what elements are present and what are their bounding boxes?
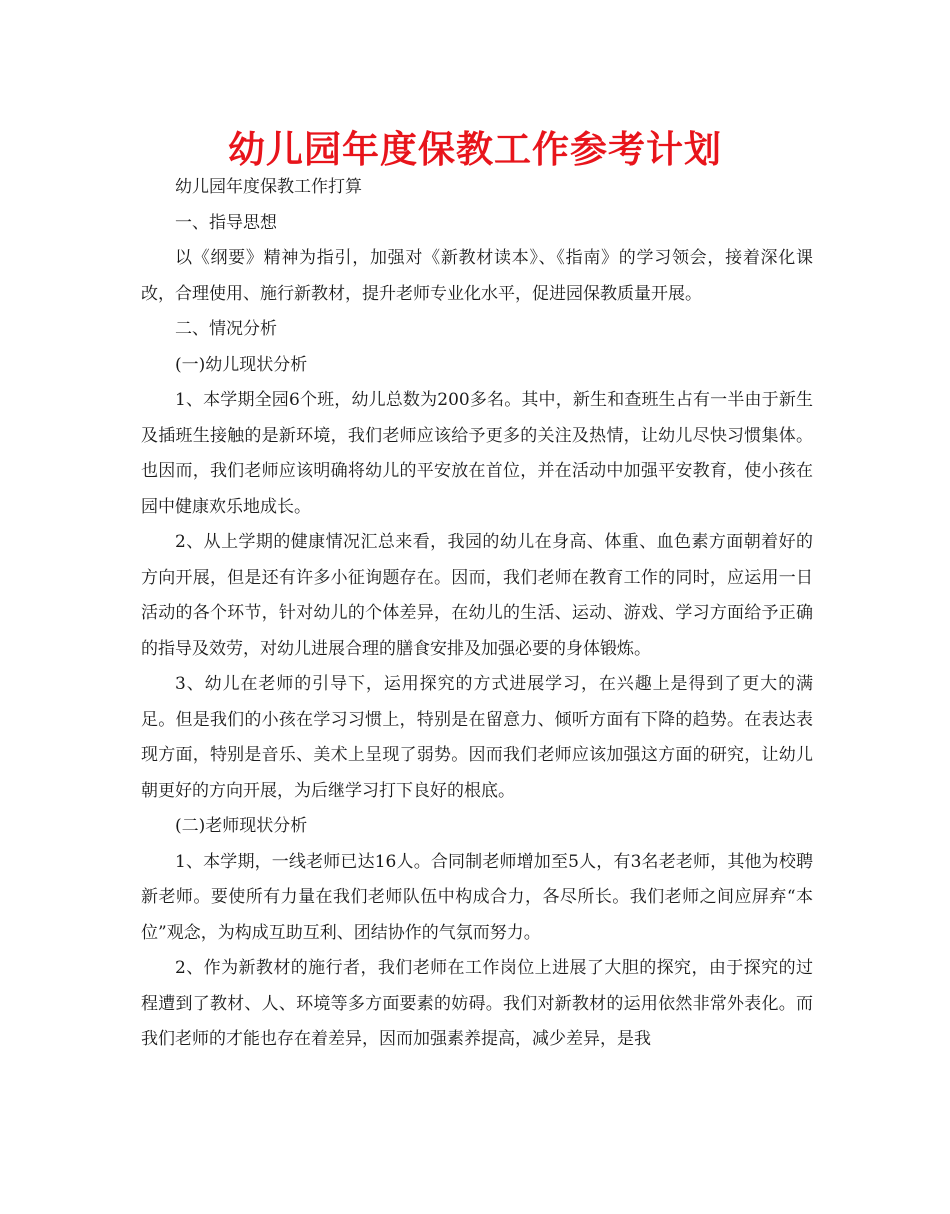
subsection-heading-teacher-status: (二)老师现状分析 <box>175 816 308 836</box>
document-title: 幼儿园年度保教工作参考计划 <box>228 128 722 171</box>
paragraph-guiding-thought: 以《纲要》精神为指引，加强对《新教材读本》、《指南》的学习领会，接着深化课改，合理使用、施行新教材，提升老师专业化水平，促进园保教质量开展。 <box>141 248 813 304</box>
section-heading-guiding-thought: 一、指导思想 <box>175 212 277 233</box>
paragraph-children-2: 2、从上学期的健康情况汇总来看，我园的幼儿在身高、体重、血色素方面朝着好的方向开展，但是还有许多小征询题存在。因而，我们老师在教育工作的同时，应运用一日活动的各个环节，针对幼儿的个体差异，在幼儿的生活、运动、游戏、学习方面给予正确的指导及效劳，对幼儿进展合理的膳食安排及加强必要的身体锻炼。 <box>141 532 813 659</box>
paragraph-children-3: 3、幼儿在老师的引导下，运用探究的方式进展学习，在兴趣上是得到了更大的满足。但是我们的小孩在学习习惯上，特别是在留意力、倾听方面有下降的趋势。在表达表现方面，特别是音乐、美术上呈现了弱势。因而我们老师应该加强这方面的研究，让幼儿朝更好的方向开展，为后继学习打下良好的根底。 <box>141 674 813 801</box>
subsection-heading-children-status: (一)幼儿现状分析 <box>175 354 308 375</box>
section-heading-situation-analysis: 二、情况分析 <box>175 319 277 339</box>
paragraph-teachers-1: 1、本学期，一线老师已达16人。合同制老师增加至5人，有3名老老师，其他为校聘新老师。要使所有力量在我们老师队伍中构成合力，各尽所长。我们老师之间应屏弃“本位”观念，为构成互助互利、团结协作的气氛而努力。 <box>141 851 813 943</box>
paragraph-plan-heading: 幼儿园年度保教工作打算 <box>175 177 362 197</box>
paragraph-teachers-2: 2、作为新教材的施行者，我们老师在工作岗位上进展了大胆的探究，由于探究的过程遭到了教材、人、环境等多方面要素的妨碍。我们对新教材的运用依然非常外表化。而我们老师的才能也存在着差异，因而加强素养提高，减少差异，是我 <box>141 958 813 1049</box>
paragraph-children-1: 1、本学期全园6个班，幼儿总数为200多名。其中，新生和查班生占有一半由于新生及插班生接触的是新环境，我们老师应该给予更多的关注及热情，让幼儿尽快习惯集体。也因而，我们老师应该明确将幼儿的平安放在首位，并在活动中加强平安教育，使小孩在园中健康欢乐地成长。 <box>141 390 813 517</box>
document-body <box>141 170 813 1058</box>
